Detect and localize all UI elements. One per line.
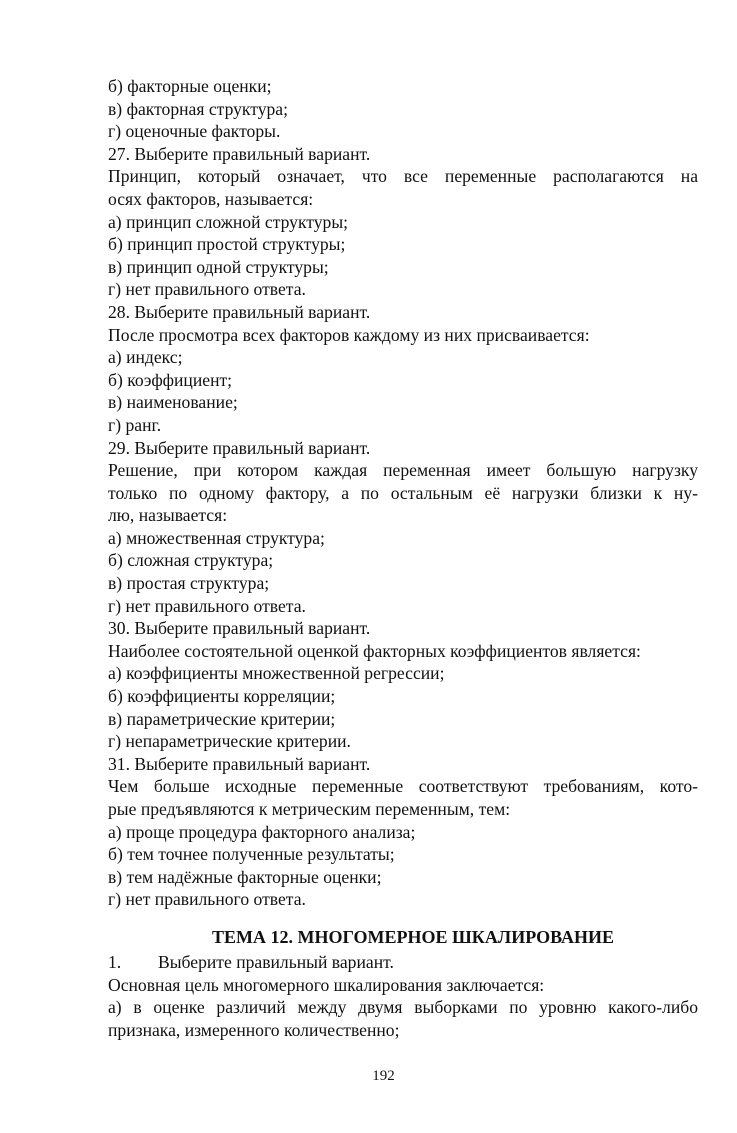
answer-option: г) непараметрические критерии. [108, 731, 351, 752]
answer-option: в) тем надёжные факторные оценки; [108, 866, 382, 887]
answer-option: а) в оценке различий между двумя выборками по уровню какого-либо [108, 997, 698, 1018]
question-title-text: Выберите правильный вариант. [158, 951, 394, 972]
page-number: 192 [372, 1068, 395, 1084]
answer-option: а) множественная структура; [108, 527, 325, 548]
text-line: в) факторная структура; [108, 98, 288, 119]
question-stem: Основная цель многомерного шкалирования заключается: [108, 974, 545, 995]
answer-option: признака, измеренного количественно; [108, 1019, 400, 1040]
question-title: 30. Выберите правильный вариант. [108, 618, 371, 639]
question-title: 31. Выберите правильный вариант. [108, 753, 371, 774]
answer-option: б) тем точнее полученные результаты; [108, 844, 395, 865]
answer-option: в) наименование; [108, 392, 238, 413]
answer-option: в) простая структура; [108, 573, 270, 594]
answer-option: а) принцип сложной структуры; [108, 211, 349, 232]
answer-option: б) сложная структура; [108, 550, 274, 571]
question-stem: Наиболее состоятельной оценкой факторных коэффициентов является: [108, 640, 641, 661]
question-stem: После просмотра всех факторов каждому из них присваивается: [108, 324, 590, 345]
answer-option: г) нет правильного ответа. [108, 279, 306, 300]
page-body [108, 75, 698, 1041]
answer-option: г) ранг. [108, 414, 162, 435]
answer-option: а) индекс; [108, 347, 183, 368]
text-line: б) факторные оценки; [108, 76, 272, 96]
answer-option: а) коэффициенты множественной регрессии; [108, 663, 445, 684]
answer-option: в) принцип одной структуры; [108, 256, 329, 277]
question-stem: только по одному фактору, а по остальным её нагрузки близки к ну- [108, 482, 698, 503]
answer-option: б) коэффициент; [108, 369, 233, 390]
question-title: 28. Выберите правильный вариант. [108, 301, 371, 322]
answer-option: г) нет правильного ответа. [108, 595, 306, 616]
question-title [108, 951, 698, 974]
question-stem: лю, называется: [108, 505, 228, 526]
answer-option: а) проще процедура факторного анализа; [108, 821, 416, 842]
question-title: 29. Выберите правильный вариант. [108, 437, 371, 458]
answer-option: г) нет правильного ответа. [108, 889, 306, 910]
answer-option: б) коэффициенты корреляции; [108, 686, 336, 707]
answer-option: б) принцип простой структуры; [108, 234, 346, 255]
question-stem: осях факторов, называется: [108, 188, 314, 209]
question-stem: Принцип, который означает, что все переменные располагаются на [108, 166, 698, 187]
question-number: 1. [108, 951, 122, 972]
question-stem: рые предъявляются к метрическим переменным, тем: [108, 799, 511, 819]
question-stem: Решение, при котором каждая переменная имеет большую нагрузку [108, 460, 698, 481]
text-line: г) оценочные факторы. [108, 121, 281, 142]
section-heading: ТЕМА 12. МНОГОМЕРНОЕ ШКАЛИРОВАНИЕ [212, 926, 614, 947]
question-title: 27. Выберите правильный вариант. [108, 143, 371, 164]
question-stem: Чем больше исходные переменные соответствуют требованиям, кото- [108, 776, 698, 797]
answer-option: в) параметрические критерии; [108, 708, 336, 729]
